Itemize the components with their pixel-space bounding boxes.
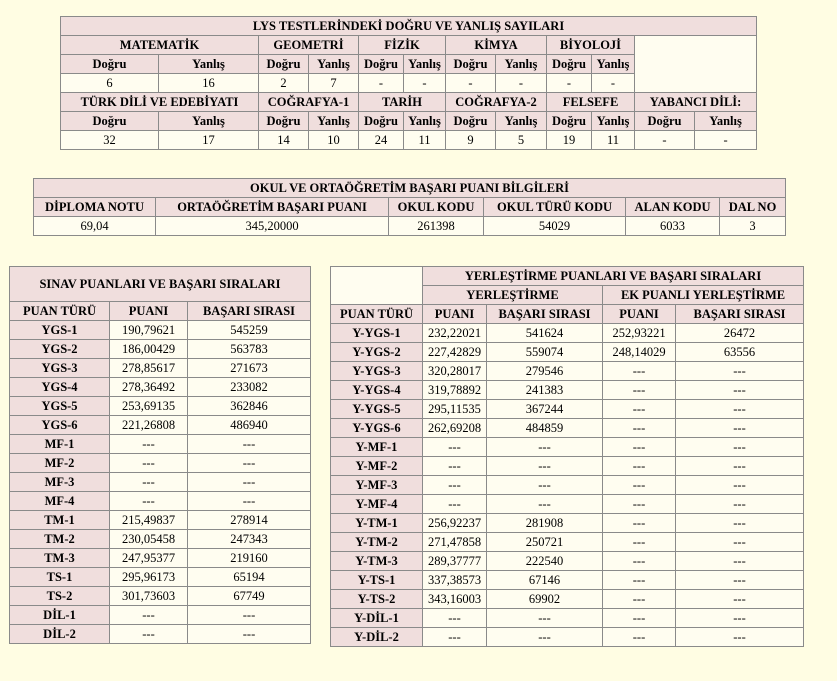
lys-title: LYS TESTLERİNDEKİ DOĞRU VE YANLIŞ SAYILARI	[61, 17, 757, 36]
sinav-cell: 295,96173	[110, 568, 188, 587]
yer-row-label: Y-YGS-4	[331, 381, 423, 400]
yer-table-row	[331, 324, 804, 343]
yer-row-label: Y-YGS-6	[331, 419, 423, 438]
sinav-table-row	[10, 416, 311, 435]
sinav-row-label: YGS-2	[10, 340, 110, 359]
lys-value: 6	[61, 74, 159, 93]
yer-header: PUANI	[603, 305, 676, 324]
yer-table-row	[331, 419, 804, 438]
sinav-table-row	[10, 435, 311, 454]
lys-dogru-header: Doğru	[635, 112, 695, 131]
sinav-cell: 65194	[188, 568, 311, 587]
yer-cell: ---	[603, 552, 676, 571]
yer-row-label: Y-YGS-3	[331, 362, 423, 381]
yer-cell: 279546	[487, 362, 603, 381]
yer-cell: 67146	[487, 571, 603, 590]
lys-value: 17	[159, 131, 259, 150]
lys-value: 5	[496, 131, 547, 150]
yer-table-row	[331, 438, 804, 457]
sinav-cell: ---	[110, 473, 188, 492]
yer-cell: 559074	[487, 343, 603, 362]
yer-cell: ---	[676, 381, 804, 400]
yer-table-row	[331, 343, 804, 362]
yer-cell: ---	[676, 419, 804, 438]
lys-dogru-header: Doğru	[547, 55, 592, 74]
yer-cell: ---	[603, 400, 676, 419]
yer-cell: ---	[487, 628, 603, 647]
yer-cell: ---	[603, 609, 676, 628]
yer-cell: ---	[603, 438, 676, 457]
yer-cell: ---	[676, 552, 804, 571]
sinav-cell: ---	[188, 435, 311, 454]
yer-cell: ---	[603, 381, 676, 400]
yer-cell: 541624	[487, 324, 603, 343]
yer-sub-header: YERLEŞTİRME	[423, 286, 603, 305]
yer-table-row	[331, 514, 804, 533]
sinav-row-label: MF-4	[10, 492, 110, 511]
okul-value: 6033	[626, 217, 720, 236]
sinav-cell: ---	[110, 625, 188, 644]
yer-empty-cell	[331, 267, 423, 305]
sinav-cell: 301,73603	[110, 587, 188, 606]
okul-value: 69,04	[34, 217, 156, 236]
yer-cell: 63556	[676, 343, 804, 362]
yer-cell: ---	[676, 533, 804, 552]
sinav-table-row	[10, 606, 311, 625]
yer-cell: ---	[676, 495, 804, 514]
yer-cell: ---	[676, 514, 804, 533]
lys-value: 16	[159, 74, 259, 93]
yer-cell: 262,69208	[423, 419, 487, 438]
sinav-cell: 271673	[188, 359, 311, 378]
yer-row-label: Y-MF-3	[331, 476, 423, 495]
yer-cell: 250721	[487, 533, 603, 552]
lys-value: 2	[259, 74, 309, 93]
sinav-row-label: DİL-1	[10, 606, 110, 625]
yer-table-row	[331, 571, 804, 590]
sinav-table-row	[10, 587, 311, 606]
sinav-cell: ---	[188, 473, 311, 492]
yer-table-row	[331, 533, 804, 552]
yer-cell: 367244	[487, 400, 603, 419]
yer-cell: 241383	[487, 381, 603, 400]
yer-cell: 289,37777	[423, 552, 487, 571]
sinav-table-row	[10, 359, 311, 378]
sinav-cell: 219160	[188, 549, 311, 568]
sinav-table-row	[10, 454, 311, 473]
sinav-row-label: TM-1	[10, 511, 110, 530]
yer-cell: ---	[603, 362, 676, 381]
yer-header: PUANI	[423, 305, 487, 324]
lys-value: 9	[446, 131, 496, 150]
sinav-row-label: MF-2	[10, 454, 110, 473]
yer-cell: ---	[676, 362, 804, 381]
lys-value: -	[446, 74, 496, 93]
yer-cell: ---	[487, 457, 603, 476]
lys-yanlis-header: Yanlış	[695, 112, 757, 131]
yer-cell: 222540	[487, 552, 603, 571]
yer-cell: ---	[676, 628, 804, 647]
lys-value: 19	[547, 131, 592, 150]
yerlestirme-table	[330, 266, 804, 647]
sinav-table-row	[10, 492, 311, 511]
yer-table-row	[331, 609, 804, 628]
yer-cell: 319,78892	[423, 381, 487, 400]
lys-dogru-header: Doğru	[359, 112, 404, 131]
yer-table-row	[331, 590, 804, 609]
yer-table-row	[331, 495, 804, 514]
sinav-cell: 486940	[188, 416, 311, 435]
yer-cell: ---	[676, 438, 804, 457]
sinav-cell: 247343	[188, 530, 311, 549]
lys-yanlis-header: Yanlış	[309, 55, 359, 74]
lys-value: 11	[404, 131, 446, 150]
okul-value: 345,20000	[156, 217, 389, 236]
yer-header: BAŞARI SIRASI	[487, 305, 603, 324]
lys-yanlis-header: Yanlış	[592, 55, 635, 74]
lys-subject: TÜRK DİLİ VE EDEBİYATI	[61, 93, 259, 112]
yer-cell: 248,14029	[603, 343, 676, 362]
yer-row-label: Y-TS-1	[331, 571, 423, 590]
yer-row-label: Y-MF-4	[331, 495, 423, 514]
sinav-row-label: TM-3	[10, 549, 110, 568]
lys-subject: YABANCI DİLİ:	[635, 93, 757, 112]
okul-title: OKUL VE ORTAÖĞRETİM BAŞARI PUANI BİLGİLERİ	[34, 179, 786, 198]
sinav-row-label: TM-2	[10, 530, 110, 549]
yer-cell: ---	[603, 533, 676, 552]
yer-cell: ---	[423, 495, 487, 514]
sinav-cell: 278,36492	[110, 378, 188, 397]
yer-row-label: Y-YGS-5	[331, 400, 423, 419]
yer-row-label: Y-MF-1	[331, 438, 423, 457]
sinav-cell: 190,79621	[110, 321, 188, 340]
okul-header: ORTAÖĞRETİM BAŞARI PUANI	[156, 198, 389, 217]
lys-subject: COĞRAFYA-2	[446, 93, 547, 112]
sinav-row-label: YGS-1	[10, 321, 110, 340]
yer-cell: ---	[603, 514, 676, 533]
sinav-cell: ---	[188, 454, 311, 473]
okul-header: DAL NO	[720, 198, 786, 217]
yer-cell: ---	[603, 476, 676, 495]
yer-row-label: Y-YGS-2	[331, 343, 423, 362]
yer-table-row	[331, 552, 804, 571]
yer-cell: ---	[676, 457, 804, 476]
yer-table-row	[331, 400, 804, 419]
lys-subject: KİMYA	[446, 36, 547, 55]
okul-header: ALAN KODU	[626, 198, 720, 217]
sinav-cell: ---	[110, 492, 188, 511]
lys-table	[60, 16, 757, 150]
yer-table-row	[331, 381, 804, 400]
yer-row-label: Y-TM-2	[331, 533, 423, 552]
okul-header: OKUL TÜRÜ KODU	[484, 198, 626, 217]
yer-cell: ---	[676, 476, 804, 495]
sinav-cell: 221,26808	[110, 416, 188, 435]
lys-yanlis-header: Yanlış	[496, 112, 547, 131]
lys-yanlis-header: Yanlış	[309, 112, 359, 131]
lys-subject: MATEMATİK	[61, 36, 259, 55]
yer-row-label: Y-TM-1	[331, 514, 423, 533]
lys-subject: FELSEFE	[547, 93, 635, 112]
lys-value: -	[635, 131, 695, 150]
yer-table-row	[331, 628, 804, 647]
yer-cell: ---	[603, 628, 676, 647]
yer-cell: 281908	[487, 514, 603, 533]
lys-subject: FİZİK	[359, 36, 446, 55]
lys-dogru-header: Doğru	[61, 112, 159, 131]
sinav-header: BAŞARI SIRASI	[188, 302, 311, 321]
yer-header: PUAN TÜRÜ	[331, 305, 423, 324]
sinav-table-row	[10, 321, 311, 340]
yer-cell: ---	[423, 457, 487, 476]
yer-cell: ---	[603, 419, 676, 438]
sinav-row-label: YGS-5	[10, 397, 110, 416]
sinav-table-row	[10, 549, 311, 568]
sinav-cell: 215,49837	[110, 511, 188, 530]
sinav-table-row	[10, 473, 311, 492]
yer-cell: ---	[676, 400, 804, 419]
yer-cell: ---	[487, 476, 603, 495]
lys-subject: GEOMETRİ	[259, 36, 359, 55]
yer-cell: 232,22021	[423, 324, 487, 343]
sinav-header: PUANI	[110, 302, 188, 321]
sinav-row-label: YGS-3	[10, 359, 110, 378]
sinav-cell: 186,00429	[110, 340, 188, 359]
okul-header: OKUL KODU	[389, 198, 484, 217]
sinav-cell: ---	[110, 435, 188, 454]
yer-cell: 271,47858	[423, 533, 487, 552]
sinav-cell: 253,69135	[110, 397, 188, 416]
lys-value: 32	[61, 131, 159, 150]
yer-title: YERLEŞTİRME PUANLARI VE BAŞARI SIRALARI	[423, 267, 804, 286]
sinav-table-row	[10, 530, 311, 549]
lys-value: -	[695, 131, 757, 150]
sinav-table-row	[10, 625, 311, 644]
sinav-cell: 545259	[188, 321, 311, 340]
yer-cell: ---	[423, 609, 487, 628]
lys-value: 10	[309, 131, 359, 150]
sinav-cell: ---	[188, 625, 311, 644]
yer-cell: 256,92237	[423, 514, 487, 533]
lys-yanlis-header: Yanlış	[404, 112, 446, 131]
yer-cell: 343,16003	[423, 590, 487, 609]
sinav-cell: 233082	[188, 378, 311, 397]
yer-sub-header: EK PUANLI YERLEŞTİRME	[603, 286, 804, 305]
lys-value: -	[359, 74, 404, 93]
yer-cell: 337,38573	[423, 571, 487, 590]
yer-row-label: Y-MF-2	[331, 457, 423, 476]
sinav-title: SINAV PUANLARI VE BAŞARI SIRALARI	[10, 267, 311, 302]
okul-value: 3	[720, 217, 786, 236]
yer-table-row	[331, 362, 804, 381]
yer-table-row	[331, 457, 804, 476]
yer-cell: ---	[603, 457, 676, 476]
sinav-cell: ---	[110, 606, 188, 625]
lys-dogru-header: Doğru	[547, 112, 592, 131]
lys-subject: COĞRAFYA-1	[259, 93, 359, 112]
sinav-cell: 563783	[188, 340, 311, 359]
lys-empty-cell	[635, 36, 757, 93]
yer-cell: 69902	[487, 590, 603, 609]
sinav-row-label: YGS-4	[10, 378, 110, 397]
sinav-cell: 247,95377	[110, 549, 188, 568]
yer-cell: ---	[603, 590, 676, 609]
lys-dogru-header: Doğru	[359, 55, 404, 74]
lys-value: 24	[359, 131, 404, 150]
yer-row-label: Y-DİL-2	[331, 628, 423, 647]
okul-value: 261398	[389, 217, 484, 236]
yer-cell: ---	[676, 590, 804, 609]
lys-yanlis-header: Yanlış	[496, 55, 547, 74]
yer-table-row	[331, 476, 804, 495]
yer-cell: ---	[423, 438, 487, 457]
lys-dogru-header: Doğru	[446, 112, 496, 131]
sinav-row-label: MF-3	[10, 473, 110, 492]
yer-cell: 252,93221	[603, 324, 676, 343]
okul-value: 54029	[484, 217, 626, 236]
lys-yanlis-header: Yanlış	[159, 55, 259, 74]
yer-row-label: Y-YGS-1	[331, 324, 423, 343]
lys-value: 11	[592, 131, 635, 150]
sinav-cell: ---	[188, 492, 311, 511]
sinav-row-label: MF-1	[10, 435, 110, 454]
sinav-cell: 278,85617	[110, 359, 188, 378]
yer-cell: ---	[423, 476, 487, 495]
sinav-table-row	[10, 511, 311, 530]
yer-cell: 295,11535	[423, 400, 487, 419]
lys-yanlis-header: Yanlış	[592, 112, 635, 131]
yer-cell: ---	[487, 438, 603, 457]
lys-value: -	[547, 74, 592, 93]
sinav-table-row	[10, 378, 311, 397]
sinav-table-row	[10, 397, 311, 416]
lys-yanlis-header: Yanlış	[404, 55, 446, 74]
sinav-row-label: YGS-6	[10, 416, 110, 435]
lys-value: -	[404, 74, 446, 93]
lys-subject: BİYOLOJİ	[547, 36, 635, 55]
yer-cell: 484859	[487, 419, 603, 438]
lys-value: -	[496, 74, 547, 93]
lys-dogru-header: Doğru	[259, 112, 309, 131]
yer-row-label: Y-DİL-1	[331, 609, 423, 628]
lys-yanlis-header: Yanlış	[159, 112, 259, 131]
lys-dogru-header: Doğru	[61, 55, 159, 74]
yer-cell: ---	[487, 495, 603, 514]
okul-table	[33, 178, 786, 236]
yer-cell: ---	[603, 571, 676, 590]
sinav-row-label: TS-2	[10, 587, 110, 606]
lys-value: -	[592, 74, 635, 93]
sinav-cell: ---	[188, 606, 311, 625]
yer-cell: ---	[676, 571, 804, 590]
sinav-cell: 230,05458	[110, 530, 188, 549]
yer-header: BAŞARI SIRASI	[676, 305, 804, 324]
lys-subject: TARİH	[359, 93, 446, 112]
sinav-header: PUAN TÜRÜ	[10, 302, 110, 321]
yer-cell: ---	[423, 628, 487, 647]
sinav-table-row	[10, 340, 311, 359]
yer-cell: 26472	[676, 324, 804, 343]
okul-header: DİPLOMA NOTU	[34, 198, 156, 217]
yer-cell: ---	[676, 609, 804, 628]
sinav-cell: 278914	[188, 511, 311, 530]
yer-cell: ---	[487, 609, 603, 628]
yer-cell: 227,42829	[423, 343, 487, 362]
lys-value: 7	[309, 74, 359, 93]
sinav-row-label: TS-1	[10, 568, 110, 587]
sinav-table-row	[10, 568, 311, 587]
sinav-row-label: DİL-2	[10, 625, 110, 644]
yer-row-label: Y-TS-2	[331, 590, 423, 609]
yer-row-label: Y-TM-3	[331, 552, 423, 571]
sinav-cell: ---	[110, 454, 188, 473]
yer-cell: 320,28017	[423, 362, 487, 381]
sinav-cell: 67749	[188, 587, 311, 606]
sinav-cell: 362846	[188, 397, 311, 416]
lys-value: 14	[259, 131, 309, 150]
sinav-table	[9, 266, 311, 644]
yer-cell: ---	[603, 495, 676, 514]
lys-dogru-header: Doğru	[446, 55, 496, 74]
lys-dogru-header: Doğru	[259, 55, 309, 74]
